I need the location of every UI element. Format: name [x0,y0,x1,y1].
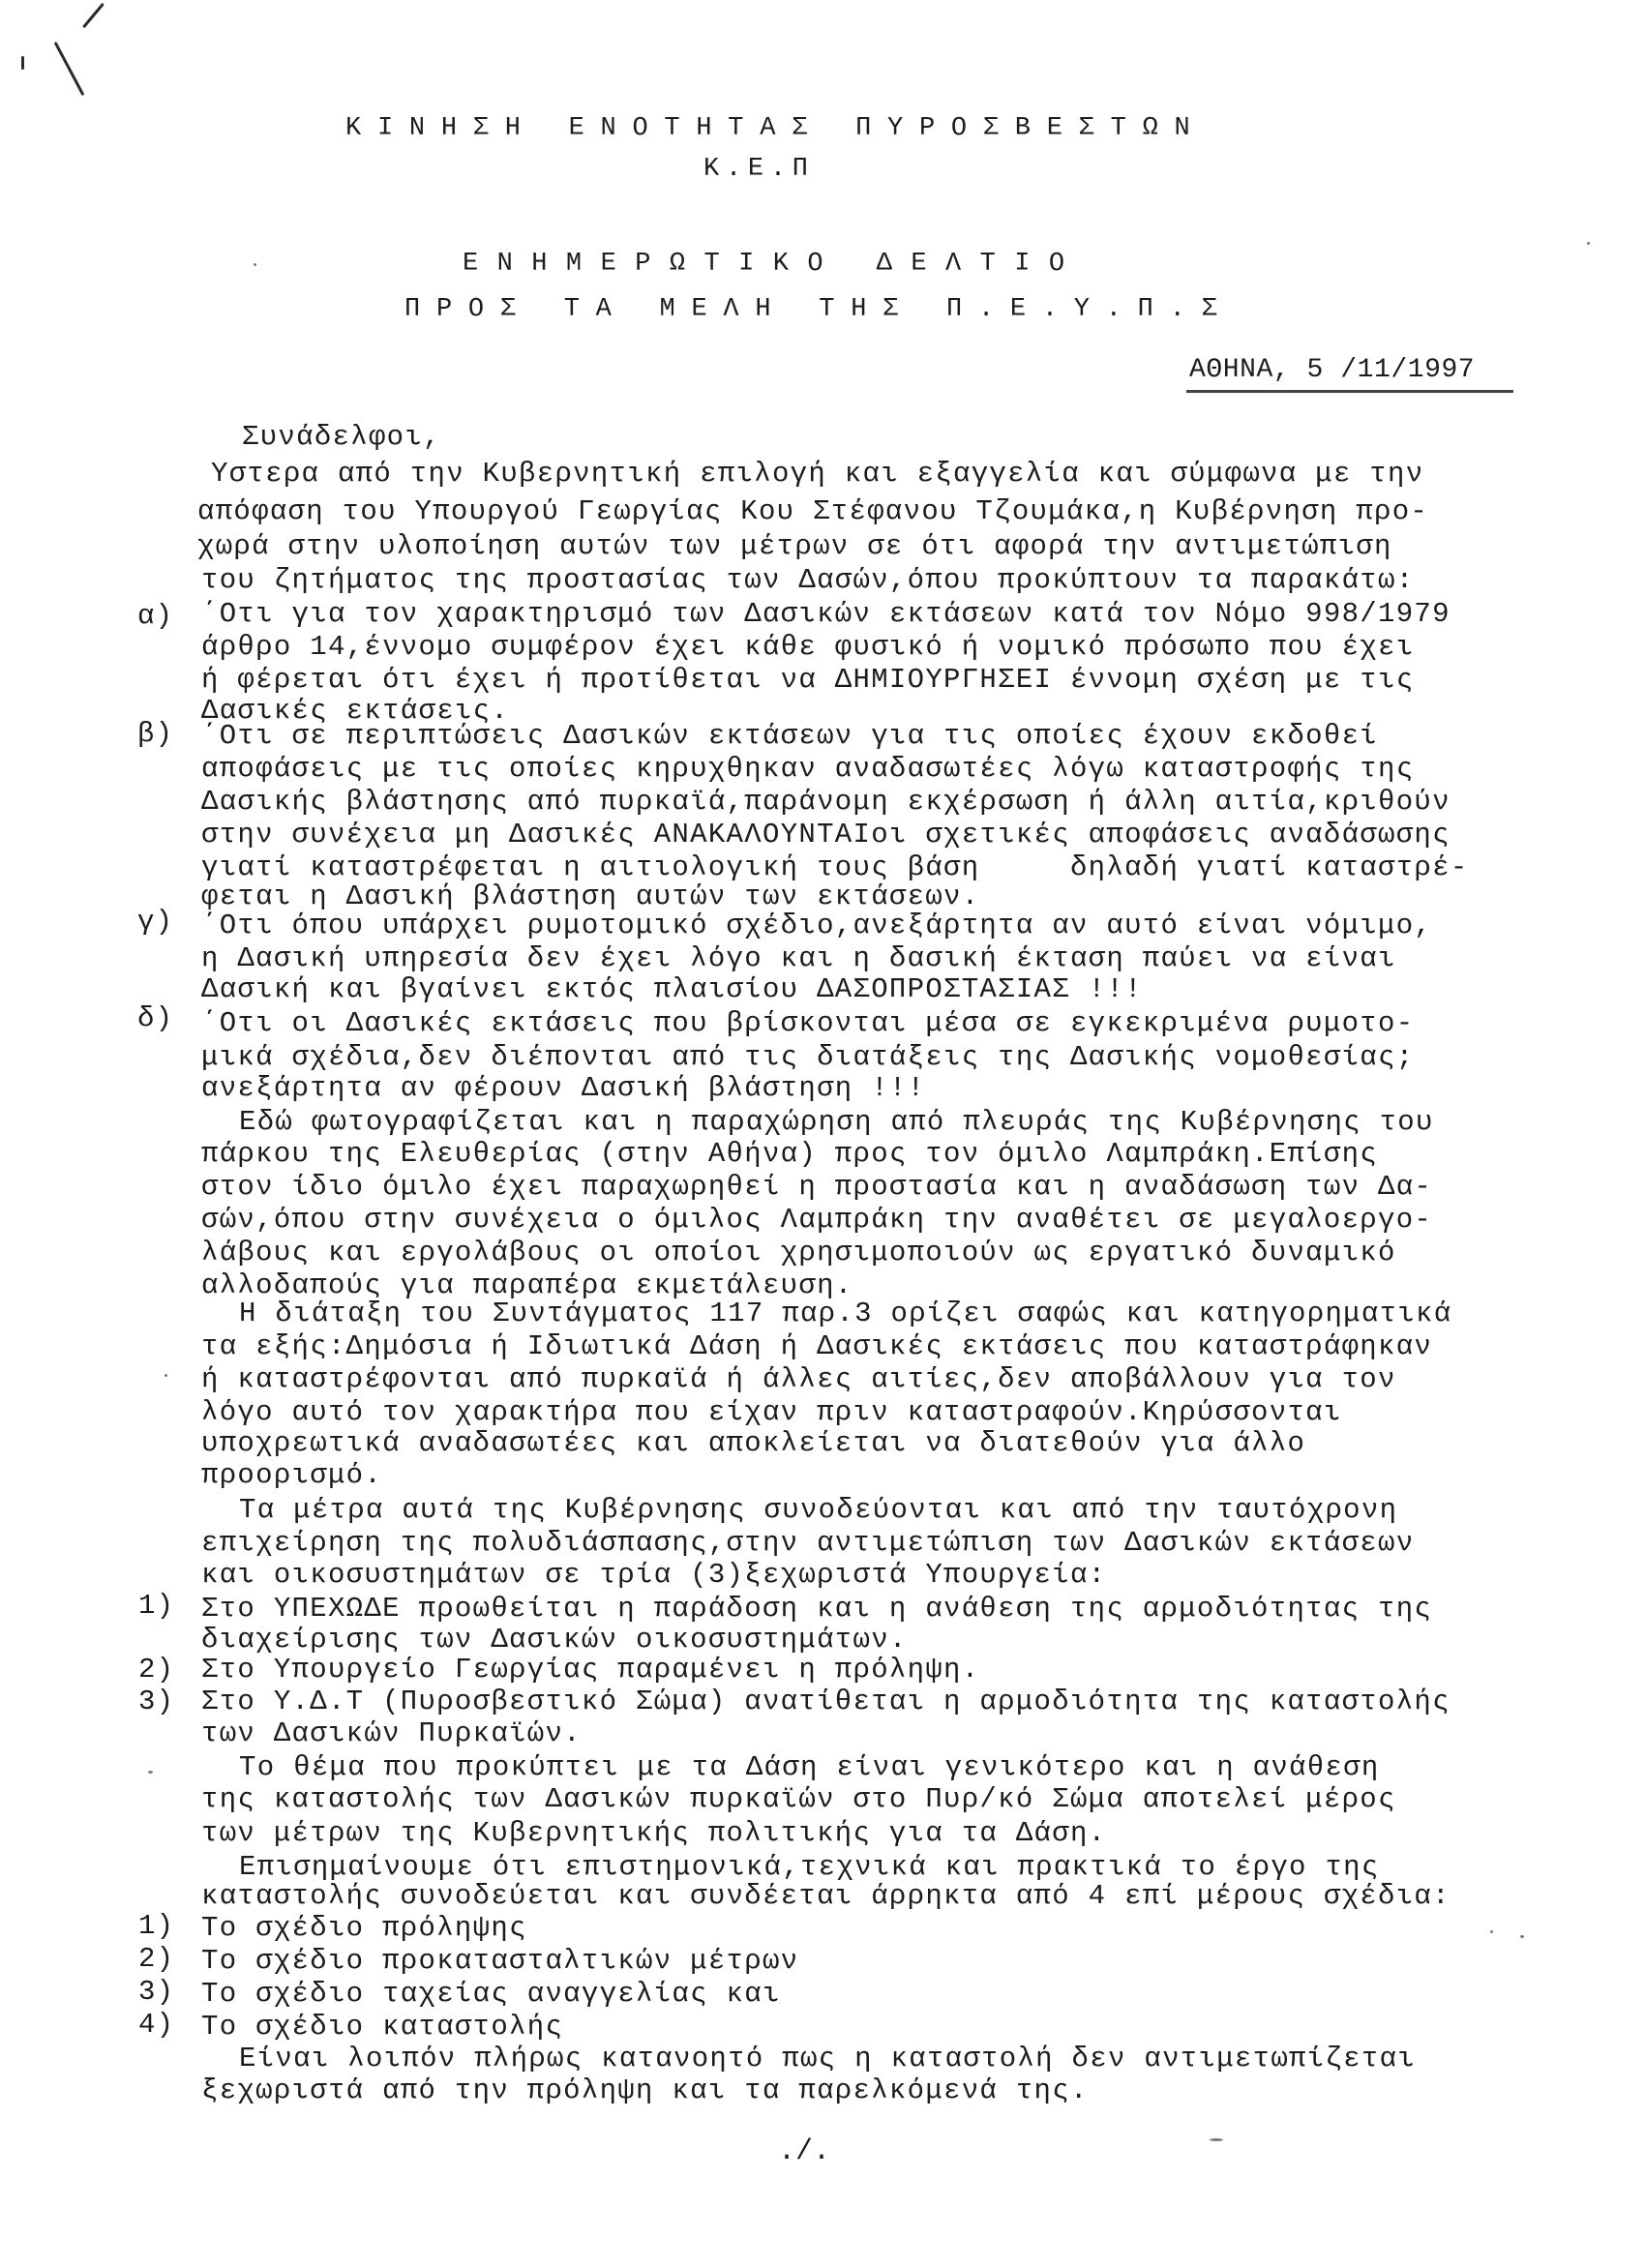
text-line: των Δασικών Πυρκαϊών. [201,1717,582,1749]
text-line: Στο ΥΠΕΧΩΔΕ προωθείται η παράδοση και η ανάθεση της αρμοδιότητας της [201,1593,1433,1625]
scan-mark [21,56,24,70]
text-line: Δασική και βγαίνει εκτός πλαισίου ΔΑΣΟΠΡΟΣΤΑΣΙΑΣ !!! [201,973,1143,1005]
text-line: υποχρεωτικά αναδασωτέες και αποκλείεται να διατεθούν για άλλο [201,1427,1306,1459]
page-continuation-mark: ./. [778,2135,831,2168]
item-label: 2) [138,1943,175,1975]
text-line: ΄Οτι για τον χαρακτηρισμό των Δασικών εκτάσεων κατά τον Νόμο 998/1979 [201,598,1451,630]
scan-mark [82,3,105,28]
scan-mark [54,42,85,96]
text-line: ΄Οτι σε περιπτώσεις Δασικών εκτάσεων για τις οποίες έχουν εκδοθεί [201,720,1379,752]
text-line: Δασικής βλάστησης από πυρκαϊά,παράνομη εκχέρσωση ή άλλη αιτία,κριθούν [201,786,1451,818]
text-line: ανεξάρτητα αν φέρουν Δασική βλάστηση !!! [201,1072,926,1104]
item-label: δ) [137,1002,174,1034]
item-label: 1) [138,1590,175,1622]
text-line: τα εξής:Δημόσια ή Ιδιωτικά Δάση ή Δασικές εκτάσεις που καταστράφηκαν [201,1330,1433,1362]
text-line: της καταστολής των Δασικών πυρκαϊών στο Πυρ/κό Σώμα αποτελεί μέρος [201,1783,1396,1815]
item-label: 4) [138,2009,175,2041]
text-line: η Δασική υπηρεσία δεν έχει λόγο και η δασική έκταση παύει να είναι [201,942,1396,974]
text-line: ή φέρεται ότι έχει ή προτίθεται να ΔΗΜΙΟΥΡΓΗΣΕΙ έννομη σχέση με τις [201,664,1415,696]
text-line: αλλοδαπούς για παραπέρα εκμετάλευση. [201,1269,853,1301]
text-line: φεται η Δασική βλάστηση αυτών των εκτάσεων. [201,880,980,912]
text-line: γιατί καταστρέφεται η αιτιολογική τους βάση δηλαδή γιατί καταστρέ- [201,851,1469,883]
text-line: ΄Οτι οι Δασικές εκτάσεις που βρίσκονται μέσα σε εγκεκριμένα ρυμοτο- [201,1007,1415,1039]
text-line: Στο Υ.Δ.Τ (Πυροσβεστικό Σώμα) ανατίθεται η αρμοδιότητα της καταστολής [201,1686,1451,1717]
date-underline [1186,390,1513,393]
text-line: Το σχέδιο προκατασταλτικών μέτρων [201,1945,799,1977]
text-line: επιχείρηση της πολυδιάσπασης,στην αντιμετώπιση των Δασικών εκτάσεων [201,1527,1415,1559]
text-line: στην συνέχεια μη Δασικές ΑΝΑΚΑΛΟΥΝΤΑΙοι σχετικές αποφάσεις αναδάσωσης [201,819,1451,850]
text-line: ή καταστρέφονται από πυρκαϊά ή άλλες αιτίες,δεν αποβάλλουν για τον [201,1363,1396,1395]
text-line: διαχείρισης των Δασικών οικοσυστημάτων. [201,1624,908,1656]
org-abbr: Κ.Ε.Π [703,155,815,184]
text-line: πάρκου της Ελευθερίας (στην Αθήνα) προς τον όμιλο Λαμπράκη.Επίσης [201,1138,1379,1170]
text-line: ξεχωριστά από την πρόληψη και τα παρελκόμενά της. [201,2074,1089,2106]
text-line: Το θέμα που προκύπτει με τα Δάση είναι γενικότερο και η ανάθεση [239,1751,1380,1783]
text-line: Το σχέδιο πρόληψης [201,1912,527,1944]
salutation: Συνάδελφοι, [242,421,441,453]
item-label: β) [137,718,174,750]
item-label: α) [137,600,174,632]
item-label: 2) [138,1654,175,1686]
text-line: σών,όπου στην συνέχεια ο όμιλος Λαμπράκη την αναθέτει σε μεγαλοεργο- [201,1204,1433,1236]
document-title: ΕΝΗΜΕΡΩΤΙΚΟ ΔΕΛΤΙΟ [463,250,1084,279]
org-name: ΚΙΝΗΣΗ ΕΝΟΤΗΤΑΣ ΠΥΡΟΣΒΕΣΤΩΝ [345,114,1207,143]
text-line: Εδώ φωτογραφίζεται και η παραχώρηση από πλευράς της Κυβέρνησης του [239,1106,1434,1138]
text-line: λόγο αυτό τον χαρακτήρα που είχαν πριν καταστραφούν.Κηρύσσονται [201,1396,1342,1428]
text-line: μικά σχέδια,δεν διέπονται από τις διατάξεις της Δασικής νομοθεσίας; [201,1041,1415,1073]
text-line: αποφάσεις με τις οποίες κηρυχθηκαν αναδασωτέες λόγω καταστροφής της [201,753,1415,785]
text-line: στον ίδιο όμιλο έχει παραχωρηθεί η προστασία και η αναδάσωση των Δα- [201,1171,1433,1203]
date: ΑΘΗΝΑ, 5 /11/1997 [1189,355,1476,385]
text-line: Η διάταξη του Συντάγματος 117 παρ.3 ορίζει σαφώς και κατηγορηματικά [239,1298,1452,1329]
text-line: Είναι λοιπόν πλήρως κατανοητό πως η καταστολή δεν αντιμετωπίζεται [239,2043,1417,2074]
item-label: 1) [138,1910,175,1942]
text-line: Επισημαίνουμε ότι επιστημονικά,τεχνικά και πρακτικά το έργο της [239,1851,1380,1883]
text-line: χωρά στην υλοποίηση αυτών των μέτρων σε ότι αφορά την αντιμετώπιση [197,530,1392,562]
text-line: λάβους και εργολάβους οι οποίοι χρησιμοποιούν ως εργατικό δυναμικό [201,1237,1396,1268]
item-label: γ) [137,906,174,938]
text-line: Το σχέδιο ταχείας αναγγελίας και [201,1978,781,2010]
text-line: του ζητήματος της προστασίας των Δασών,όπου προκύπτουν τα παρακάτω: [201,564,1415,596]
text-line: άρθρο 14,έννομο συμφέρον έχει κάθε φυσικό ή νομικό πρόσωπο που έχει [201,631,1415,663]
text-line: και οικοσυστημάτων σε τρία (3)ξεχωριστά Υπουργεία: [201,1559,1107,1591]
text-line: Το σχέδιο καταστολής [201,2011,564,2043]
item-label: 3) [138,1686,175,1717]
text-line: καταστολής συνοδεύεται και συνδέεται άρρηκτα από 4 επί μέρους σχέδια: [201,1880,1451,1912]
text-line: Δασικές εκτάσεις. [201,695,510,727]
text-line: απόφαση του Υπουργού Γεωργίας Κου Στέφανου Τζουμάκα,η Κυβέρνηση προ- [197,495,1429,527]
document-subtitle: ΠΡΟΣ ΤΑ ΜΕΛΗ ΤΗΣ Π.Ε.Υ.Π.Σ [404,295,1234,324]
text-line: ΄Οτι όπου υπάρχει ρυμοτομικό σχέδιο,ανεξάρτητα αν αυτό είναι νόμιμο, [201,910,1433,941]
text-line: Στο Υπουργείο Γεωργίας παραμένει η πρόληψη. [201,1654,980,1686]
text-line: των μέτρων της Κυβερνητικής πολιτικής για τα Δάση. [201,1817,1107,1849]
text-line: Υστερα από την Κυβερνητική επιλογή και εξαγγελία και σύμφωνα με την [211,458,1424,490]
text-line: Τα μέτρα αυτά της Κυβέρνησης συνοδεύονται και από την ταυτόχρονη [239,1494,1398,1526]
item-label: 3) [138,1976,175,2008]
text-line: προορισμό. [201,1459,383,1491]
